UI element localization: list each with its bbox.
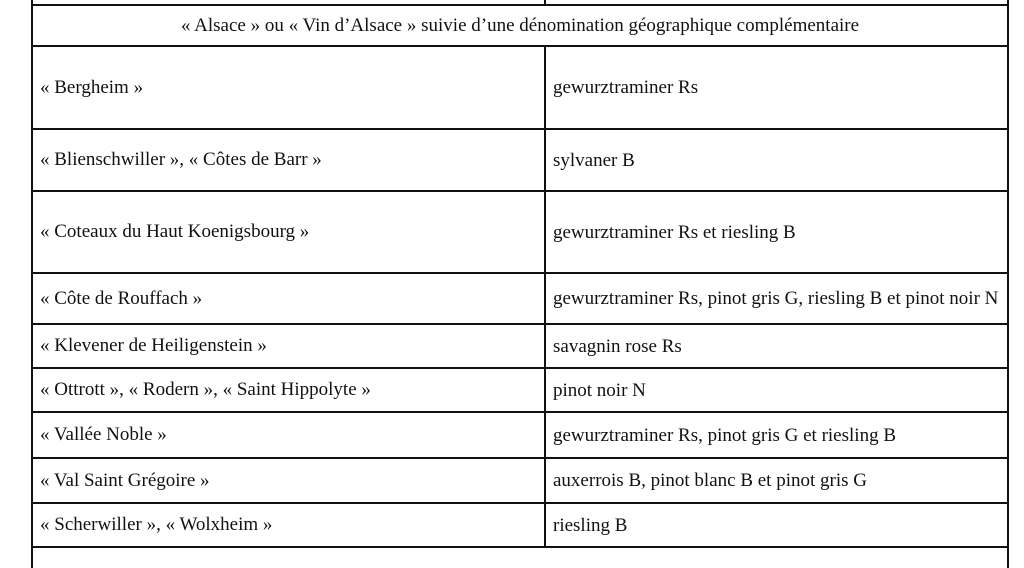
- denomination-text: « Val Saint Grégoire »: [40, 469, 210, 491]
- table-row: [31, 369, 1009, 413]
- cepage-text: gewurztraminer Rs, pinot gris G, riesling B et pinot noir N: [553, 288, 999, 309]
- cepage-text: gewurztraminer Rs: [553, 77, 699, 98]
- table-row-stub: [31, 548, 1009, 568]
- table-cell: [33, 0, 546, 4]
- cepage-cell: [546, 369, 1007, 411]
- denomination-text: « Klevener de Heiligenstein »: [40, 335, 267, 356]
- denomination-text: « Côte de Rouffach »: [40, 287, 203, 309]
- denomination-text: « Ottrott », « Rodern », « Saint Hippolyte »: [40, 379, 371, 400]
- cepage-text: savagnin rose Rs: [553, 335, 682, 357]
- cepage-text: riesling B: [553, 514, 628, 536]
- cepage-text: auxerrois B, pinot blanc B et pinot gris G: [553, 470, 867, 491]
- cepage-text: pinot noir N: [553, 379, 646, 401]
- denomination-cell: [33, 274, 546, 323]
- denomination-cell: [33, 192, 546, 272]
- denomination-cell: [33, 325, 546, 367]
- denomination-text: « Blienschwiller », « Côtes de Barr »: [40, 149, 322, 170]
- denomination-cell: [33, 413, 546, 457]
- denomination-cell: [33, 47, 546, 128]
- denominations-table: [31, 0, 1009, 568]
- denomination-cell: [33, 369, 546, 411]
- cepage-cell: [546, 274, 1007, 323]
- cepage-text: sylvaner B: [553, 149, 635, 171]
- table-cell: [33, 548, 1007, 568]
- table-row: [31, 192, 1009, 274]
- cepage-cell: [546, 459, 1007, 502]
- table-row: [31, 47, 1009, 130]
- denomination-cell: [33, 130, 546, 190]
- cepage-text: gewurztraminer Rs et riesling B: [553, 221, 796, 243]
- denomination-text: « Coteaux du Haut Koenigsbourg »: [40, 221, 310, 242]
- denomination-cell: [33, 504, 546, 546]
- cepage-cell: [546, 47, 1007, 128]
- table-header-cell: [33, 6, 1007, 45]
- table-row: [31, 274, 1009, 325]
- table-cell: [546, 0, 1007, 4]
- denomination-cell: [33, 459, 546, 502]
- cepage-text: gewurztraminer Rs, pinot gris G et riesling B: [553, 424, 896, 446]
- table-header-row: [31, 6, 1009, 47]
- cepage-cell: [546, 192, 1007, 272]
- table-row: [31, 413, 1009, 459]
- table-row: [31, 504, 1009, 548]
- denomination-text: « Vallée Noble »: [40, 424, 167, 445]
- denomination-text: « Bergheim »: [40, 76, 144, 98]
- table-row: [31, 130, 1009, 192]
- table-row: [31, 325, 1009, 369]
- table-row: [31, 459, 1009, 504]
- table-header-text: « Alsace » ou « Vin d’Alsace » suivie d’une dénomination géographique complémentaire: [180, 14, 860, 36]
- cepage-cell: [546, 130, 1007, 190]
- cepage-cell: [546, 504, 1007, 546]
- cepage-cell: [546, 413, 1007, 457]
- cepage-cell: [546, 325, 1007, 367]
- denomination-text: « Scherwiller », « Wolxheim »: [40, 514, 273, 535]
